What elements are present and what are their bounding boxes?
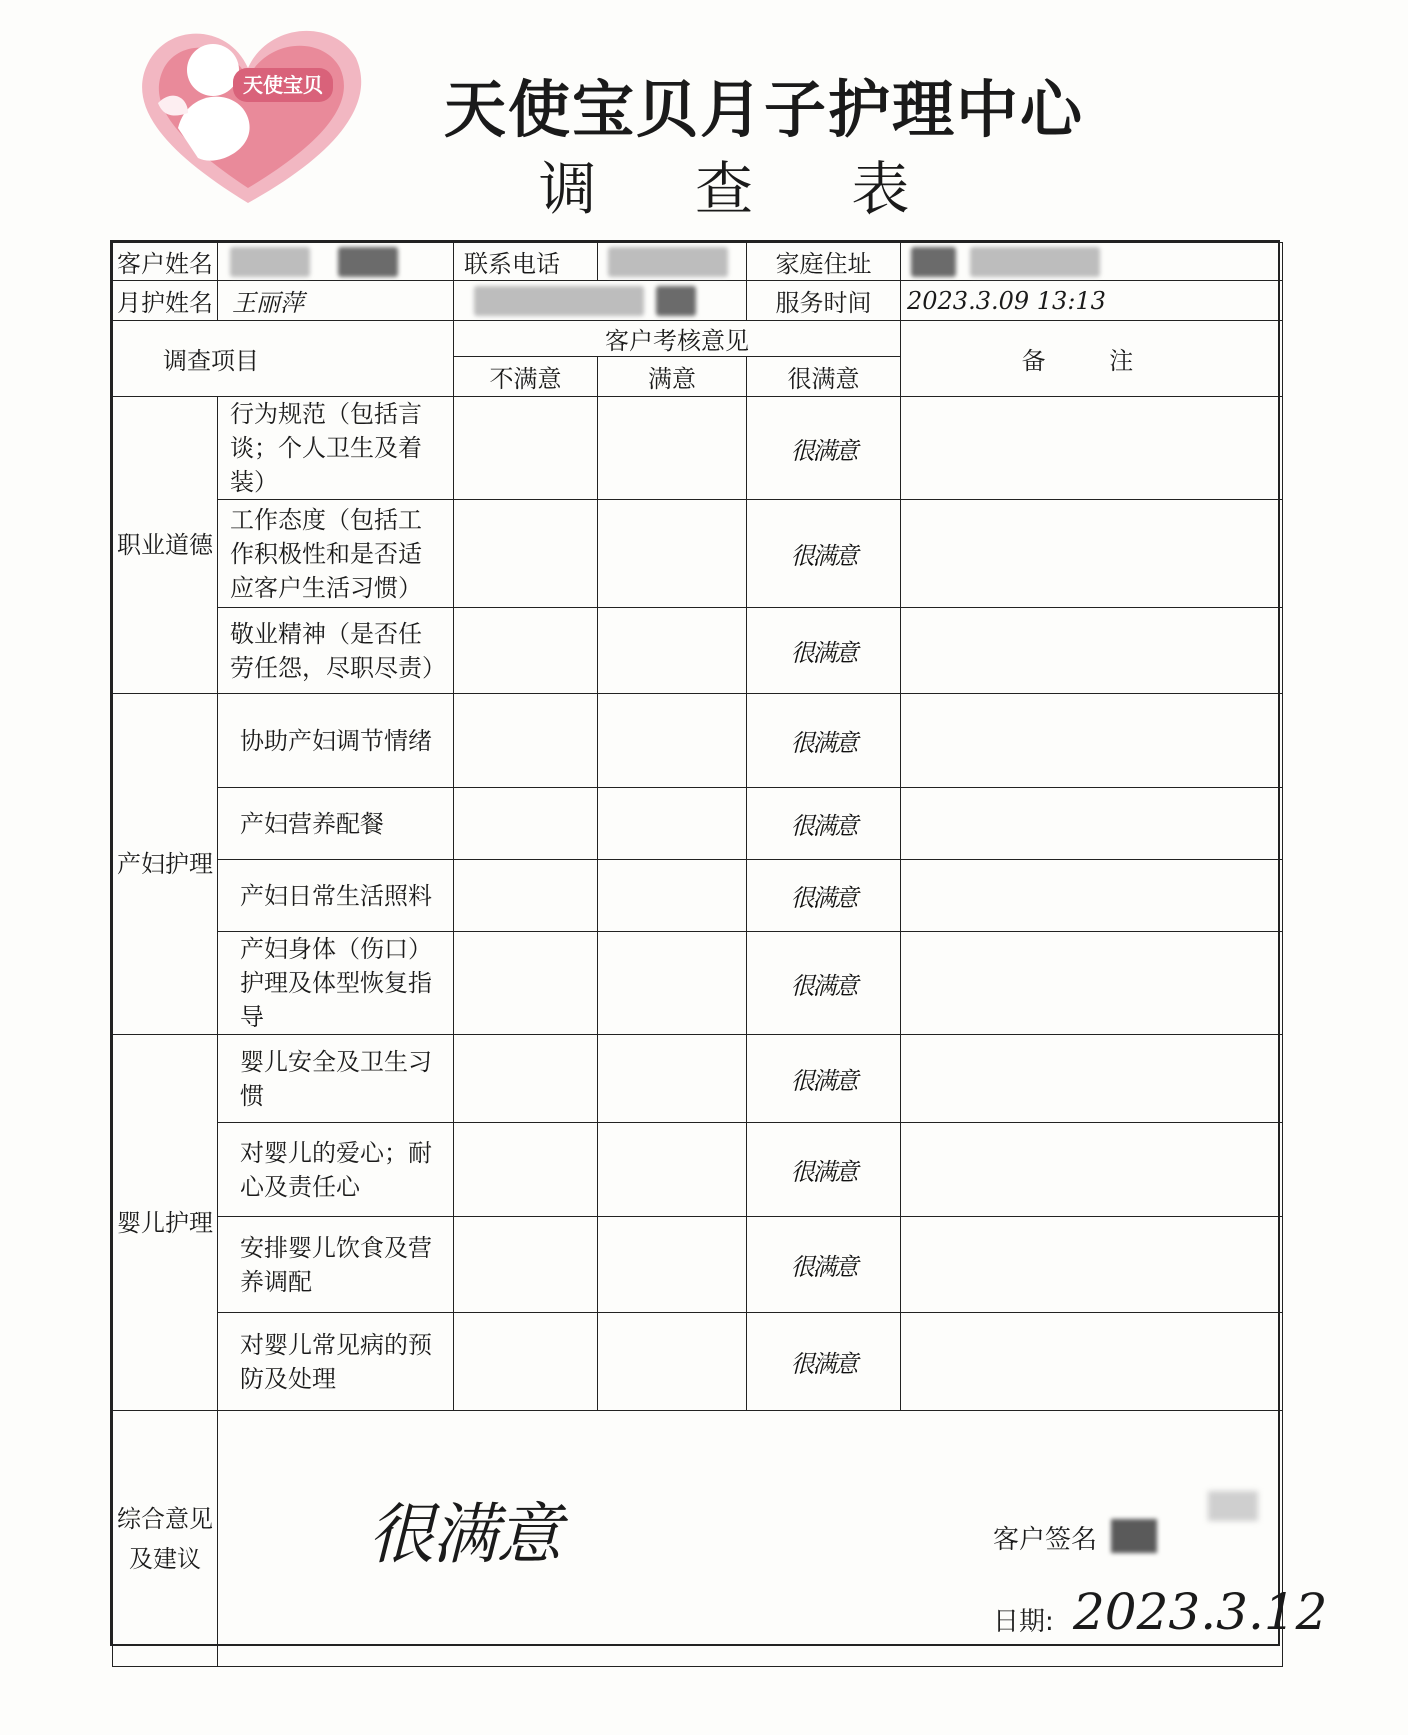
dissatisfied-cell — [454, 860, 598, 932]
very-satisfied-mark: 很满意 — [747, 608, 901, 694]
nanny-extra-blank — [454, 281, 747, 321]
feedback-header: 客户考核意见 — [454, 321, 901, 357]
very-satisfied-mark: 很满意 — [747, 1313, 901, 1411]
summary-label: 综合意见及建议 — [113, 1411, 218, 1667]
very-satisfied-mark: 很满意 — [747, 1217, 901, 1313]
survey-item: 对婴儿的爱心；耐心及责任心 — [218, 1123, 454, 1217]
dissatisfied-cell — [454, 1217, 598, 1313]
satisfied-cell — [598, 932, 747, 1035]
remarks-cell — [901, 932, 1283, 1035]
category-professional-ethics: 职业道德 — [113, 397, 218, 694]
customer-name-value — [218, 243, 454, 281]
very-satisfied-mark: 很满意 — [747, 694, 901, 788]
survey-item: 产妇营养配餐 — [218, 788, 454, 860]
redacted-nanny-extra — [474, 286, 644, 316]
remarks-cell — [901, 1217, 1283, 1313]
date-label: 日期: — [993, 1607, 1054, 1637]
remarks-cell — [901, 1123, 1283, 1217]
survey-item: 产妇日常生活照料 — [218, 860, 454, 932]
dissatisfied-cell — [454, 500, 598, 608]
satisfied-cell — [598, 1313, 747, 1411]
address-label: 家庭住址 — [747, 243, 901, 281]
remarks-cell — [901, 1035, 1283, 1123]
survey-item: 产妇身体（伤口）护理及体型恢复指导 — [218, 932, 454, 1035]
page-title: 天使宝贝月子护理中心 — [443, 73, 1084, 146]
summary-cell — [218, 1411, 1328, 1667]
svg-text:天使宝贝: 天使宝贝 — [243, 73, 323, 97]
very-satisfied-mark: 很满意 — [747, 788, 901, 860]
dissatisfied-cell — [454, 932, 598, 1035]
service-time-label: 服务时间 — [747, 281, 901, 321]
satisfied-cell — [598, 608, 747, 694]
survey-item: 对婴儿常见病的预防及处理 — [218, 1313, 454, 1411]
satisfied-header: 满意 — [598, 357, 747, 397]
satisfied-cell — [598, 1035, 747, 1123]
signature-label: 客户签名 — [993, 1525, 1098, 1555]
very-satisfied-mark: 很满意 — [747, 1035, 901, 1123]
satisfied-cell — [598, 397, 747, 500]
survey-items-header: 调查项目 — [113, 321, 454, 397]
survey-item: 敬业精神（是否任劳任怨，尽职尽责） — [218, 608, 454, 694]
phone-label: 联系电话 — [454, 243, 598, 281]
survey-item: 婴儿安全及卫生习惯 — [218, 1035, 454, 1123]
dissatisfied-cell — [454, 694, 598, 788]
remarks-header: 备 注 — [901, 321, 1283, 397]
customer-name-label: 客户姓名 — [113, 243, 218, 281]
satisfied-cell — [598, 788, 747, 860]
redacted-nanny-extra-2 — [656, 286, 696, 316]
redacted-signature — [1111, 1519, 1157, 1553]
very-satisfied-mark: 很满意 — [747, 932, 901, 1035]
very-satisfied-mark: 很满意 — [747, 860, 901, 932]
satisfied-cell — [598, 694, 747, 788]
satisfied-cell — [598, 860, 747, 932]
redacted-phone — [608, 247, 728, 277]
dissatisfied-cell — [454, 608, 598, 694]
redacted-name-2 — [338, 247, 398, 277]
very-satisfied-mark: 很满意 — [747, 1123, 901, 1217]
satisfied-cell — [598, 500, 747, 608]
dissatisfied-cell — [454, 1123, 598, 1217]
remarks-cell — [901, 1313, 1283, 1411]
service-time-value: 2023.3.09 13:13 — [901, 281, 1283, 321]
survey-table — [110, 240, 1328, 1646]
page-subtitle: 调 查 表 — [538, 155, 950, 223]
survey-item: 安排婴儿饮食及营养调配 — [218, 1217, 454, 1313]
remarks-cell — [901, 397, 1283, 500]
dissatisfied-cell — [454, 397, 598, 500]
remarks-cell — [901, 694, 1283, 788]
phone-value — [598, 243, 747, 281]
dissatisfied-header: 不满意 — [454, 357, 598, 397]
survey-item: 工作态度（包括工作积极性和是否适应客户生活习惯） — [218, 500, 454, 608]
dissatisfied-cell — [454, 788, 598, 860]
remarks-cell — [901, 788, 1283, 860]
remarks-cell — [901, 860, 1283, 932]
summary-value: 很满意 — [368, 1496, 560, 1573]
very-satisfied-mark: 很满意 — [747, 500, 901, 608]
satisfied-cell — [598, 1123, 747, 1217]
category-maternal-care: 产妇护理 — [113, 694, 218, 1035]
very-satisfied-header: 很满意 — [747, 357, 901, 397]
nanny-name-label: 月护姓名 — [113, 281, 218, 321]
redacted-address-1 — [911, 247, 956, 277]
category-infant-care: 婴儿护理 — [113, 1035, 218, 1411]
very-satisfied-mark: 很满意 — [747, 397, 901, 500]
remarks-cell — [901, 608, 1283, 694]
dissatisfied-cell — [454, 1313, 598, 1411]
remarks-cell — [901, 500, 1283, 608]
dissatisfied-cell — [454, 1035, 598, 1123]
date-value: 2023.3.12 — [1073, 1583, 1328, 1641]
survey-item: 行为规范（包括言谈；个人卫生及着装） — [218, 397, 454, 500]
nanny-name-value: 王丽萍 — [218, 281, 454, 321]
redacted-signature-2 — [1208, 1491, 1258, 1521]
survey-item: 协助产妇调节情绪 — [218, 694, 454, 788]
redacted-address-2 — [970, 247, 1100, 277]
address-value — [901, 243, 1283, 281]
redacted-name-1 — [230, 247, 310, 277]
satisfied-cell — [598, 1217, 747, 1313]
